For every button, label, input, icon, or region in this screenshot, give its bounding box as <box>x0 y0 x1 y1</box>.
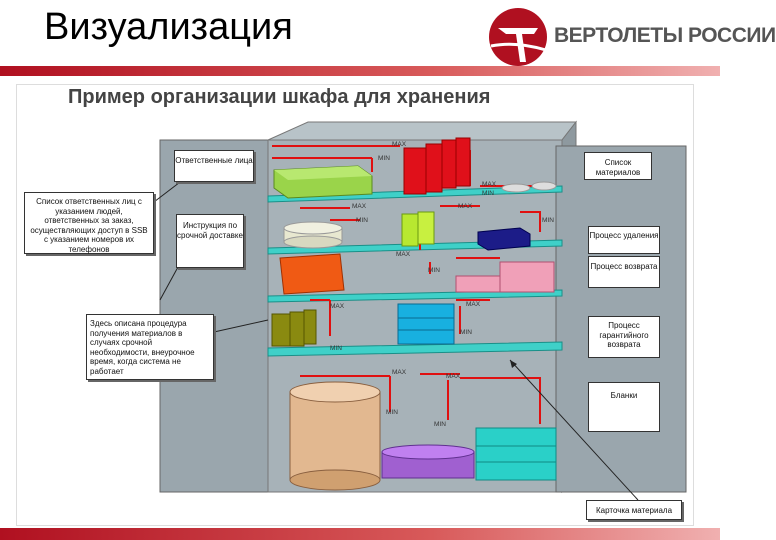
svg-text:MIN: MIN <box>378 155 390 162</box>
footer-divider <box>0 528 720 540</box>
note-warranty-return: Процесс гарантийного возврата <box>588 316 660 358</box>
company-name: ВЕРТОЛЕТЫ РОССИИ <box>554 24 776 47</box>
svg-text:MIN: MIN <box>330 345 342 352</box>
svg-text:MIN: MIN <box>386 409 398 416</box>
note-blanks: Бланки <box>588 382 660 432</box>
svg-text:MAX: MAX <box>396 251 411 258</box>
svg-text:MIN: MIN <box>428 267 440 274</box>
svg-text:MIN: MIN <box>542 217 554 224</box>
slide-title: Визуализация <box>44 6 293 48</box>
svg-text:MAX: MAX <box>458 203 473 210</box>
note-emergency-procedure: Здесь описана процедура получения материалов в случаях срочной необходимости, внеурочное время, когда система не работает <box>86 314 214 380</box>
svg-text:MIN: MIN <box>460 329 472 336</box>
svg-text:MAX: MAX <box>392 141 407 148</box>
svg-text:MAX: MAX <box>446 373 461 380</box>
note-material-list: Список материалов <box>584 152 652 180</box>
note-responsible-person: Ответственные лица <box>174 150 254 182</box>
svg-text:MAX: MAX <box>466 301 481 308</box>
note-responsible-list: Список ответственных лиц с указанием людей, ответственных за заказ, осуществляющих доступ в SSB с указанием номеров их телефонов <box>24 192 154 254</box>
svg-text:MIN: MIN <box>356 217 368 224</box>
diagram-title: Пример организации шкафа для хранения <box>68 86 491 108</box>
svg-text:MIN: MIN <box>434 421 446 428</box>
svg-text:MAX: MAX <box>330 303 345 310</box>
note-material-card: Карточка материала <box>586 500 682 520</box>
note-return-process: Процесс возврата <box>588 256 660 288</box>
note-urgent-instruction: Инструкция по срочной доставке <box>176 214 244 268</box>
svg-text:MIN: MIN <box>482 190 494 197</box>
svg-text:MAX: MAX <box>482 181 497 188</box>
note-removal-process: Процесс удаления <box>588 226 660 254</box>
svg-text:MAX: MAX <box>392 369 407 376</box>
svg-text:MAX: MAX <box>352 203 367 210</box>
